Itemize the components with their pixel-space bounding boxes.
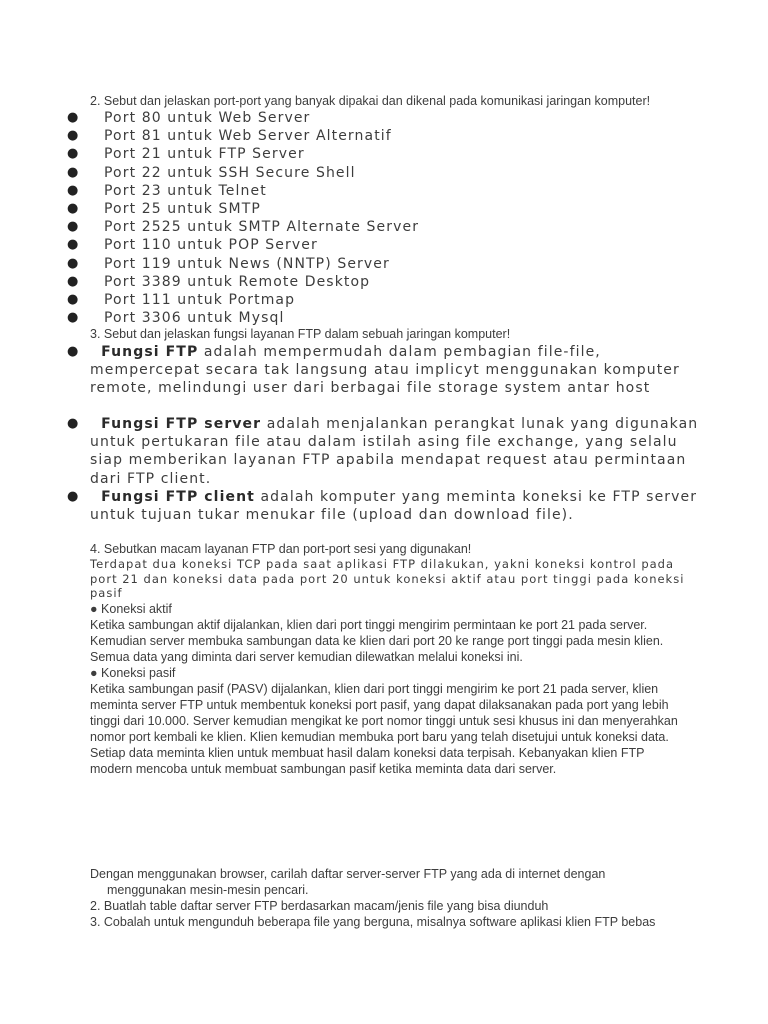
port-item-text: Port 22 untuk SSH Secure Shell xyxy=(104,164,356,181)
bullet-icon: ● xyxy=(67,255,80,271)
port-item-text: Port 3389 untuk Remote Desktop xyxy=(104,273,371,290)
ftp-function-list xyxy=(64,343,704,524)
list-item xyxy=(64,273,419,291)
port-item-text: Port 119 untuk News (NNTP) Server xyxy=(104,255,390,272)
bullet-icon: ● xyxy=(67,489,80,504)
bullet-icon: ● xyxy=(67,273,80,289)
list-item xyxy=(64,218,419,236)
list-item xyxy=(64,164,419,182)
port-item-text: Port 111 untuk Portmap xyxy=(104,291,296,308)
bullet-icon: ● xyxy=(67,146,80,162)
bullet-icon: ● xyxy=(67,219,80,235)
question-4-title: 4. Sebutkan macam layanan FTP dan port-port sesi yang digunakan! xyxy=(90,542,472,556)
intro-text: Terdapat dua koneksi TCP pada saat aplikasi FTP dilakukan, yakni koneksi kontrol pada port 21 dan koneksi data pada port 20 untuk koneksi aktif atau port tinggi pada koneksi pasif xyxy=(90,557,685,600)
list-item xyxy=(64,145,419,163)
list-item xyxy=(64,415,704,488)
bullet-icon: ● xyxy=(67,416,80,431)
bullet-icon: ● xyxy=(90,601,102,616)
port-list xyxy=(64,109,419,327)
description: adalah komputer yang meminta koneksi ke FTP server untuk tujuan tukar menukar file (upload dan download file). xyxy=(90,489,698,524)
port-item-text: Port 21 untuk FTP Server xyxy=(104,146,305,163)
list-item xyxy=(64,127,419,145)
port-item-text: Port 81 untuk Web Server Alternatif xyxy=(104,128,392,145)
list-item xyxy=(64,488,704,524)
port-item-text: Port 110 untuk POP Server xyxy=(104,237,318,254)
term: Fungsi FTP server xyxy=(101,416,262,432)
bullet-icon: ● xyxy=(67,164,80,180)
active-heading: ● Koneksi aktif xyxy=(90,601,172,616)
list-item xyxy=(64,291,419,309)
description: adalah menjalankan perangkat lunak yang digunakan untuk pertukaran file atau dalam istilah asing file exchange, yang selalu siap memberikan layanan FTP apabila mendapat request atau permintaan dari FTP client. xyxy=(90,416,699,487)
list-item xyxy=(64,236,419,254)
bullet-icon: ● xyxy=(67,200,80,216)
bullet-icon: ● xyxy=(67,291,80,307)
question-4-section xyxy=(90,541,690,777)
bullet-icon: ● xyxy=(67,110,80,125)
passive-heading: ● Koneksi pasif xyxy=(90,665,176,680)
bullet-icon: ● xyxy=(67,310,80,326)
question-3-title: 3. Sebut dan jelaskan fungsi layanan FTP dalam sebuah jaringan komputer! xyxy=(90,327,511,341)
description: adalah mempermudah dalam pembagian file-file, mempercepat secara tak langsung atau implicyt menggunakan komputer remote, melindungi user dari berbagai file storage system antar host xyxy=(90,344,680,397)
list-item xyxy=(64,200,419,218)
passive-text: Ketika sambungan pasif (PASV) dijalankan, klien dari port tinggi mengirim ke port 21 pada server, klien meminta server FTP untuk membentuk koneksi port pasif, yang dapat dilaksanakan pada port yang lebih tinggi dari 10.000. Server kemudian mengikat ke port nomor tinggi untuk sesi khusus ini dan menyerahkan nomor port kembali ke klien. Klien kemudian membuka port baru yang telah disetujui untuk koneksi data. Setiap data meminta klien untuk membuat hasil dalam koneksi data terpisah. Kebanyakan klien FTP modern mencoba untuk membuat sambungan pasif ketika meminta data dari server. xyxy=(90,681,678,776)
list-item xyxy=(64,109,419,127)
port-item-text: Port 23 untuk Telnet xyxy=(104,182,267,199)
term: Fungsi FTP client xyxy=(101,489,255,505)
instruction-line: 3. Cobalah untuk mengunduh beberapa file yang berguna, misalnya software aplikasi klien FTP bebas xyxy=(90,915,656,929)
instruction-line: menggunakan mesin-mesin pencari. xyxy=(107,883,309,897)
list-item xyxy=(64,309,419,327)
bullet-icon: ● xyxy=(67,237,80,253)
instruction-line: Dengan menggunakan browser, carilah daftar server-server FTP yang ada di internet dengan xyxy=(90,867,606,881)
term: Fungsi FTP xyxy=(101,344,199,360)
instruction-line: 2. Buatlah table daftar server FTP berdasarkan macam/jenis file yang bisa diunduh xyxy=(90,899,549,913)
active-text: Ketika sambungan aktif dijalankan, klien dari port tinggi mengirim permintaan ke port 21 pada server. Kemudian server membuka sambungan data ke klien dari port 20 ke range port tinggi pada mesin klien. Semua data yang diminta dari server kemudian dilewatkan melalui koneksi ini. xyxy=(90,617,664,664)
bullet-icon: ● xyxy=(67,344,80,359)
instructions xyxy=(90,866,710,930)
bullet-icon: ● xyxy=(90,665,102,680)
port-item-text: Port 3306 untuk Mysql xyxy=(104,310,285,327)
list-item xyxy=(64,255,419,273)
port-item-text: Port 25 untuk SMTP xyxy=(104,200,261,217)
question-2-title: 2. Sebut dan jelaskan port-port yang banyak dipakai dan dikenal pada komunikasi jaringan komputer! xyxy=(90,94,651,108)
port-item-text: Port 80 untuk Web Server xyxy=(104,110,311,126)
list-item xyxy=(64,343,704,415)
bullet-icon: ● xyxy=(67,182,80,198)
list-item xyxy=(64,182,419,200)
bullet-icon: ● xyxy=(67,128,80,144)
port-item-text: Port 2525 untuk SMTP Alternate Server xyxy=(104,219,420,236)
